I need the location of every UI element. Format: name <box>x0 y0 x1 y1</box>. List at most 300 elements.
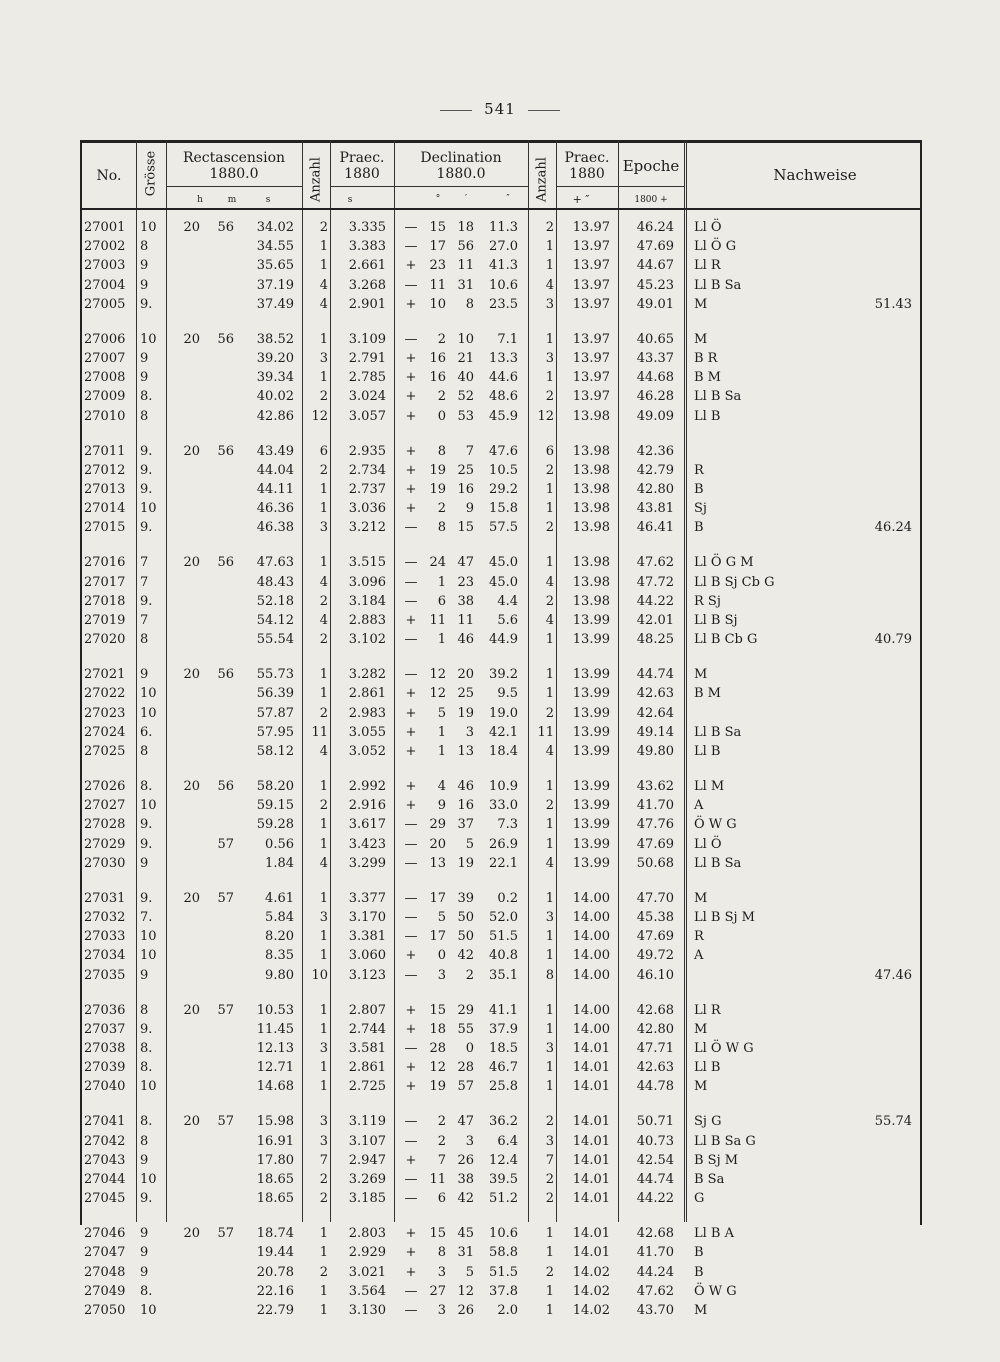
cell-mi: 11 <box>457 613 474 628</box>
cell-pr: 3.515 <box>348 555 386 571</box>
cell-s: 14.68 <box>256 1079 294 1095</box>
cell-gr: 9 <box>140 351 149 366</box>
cell-dg: 13 <box>429 855 446 871</box>
cell-gr: 7 <box>140 613 149 628</box>
cell-an2: 6 <box>545 443 554 459</box>
cell-pd: 13.97 <box>572 220 610 235</box>
cell-an2: 2 <box>545 462 554 478</box>
cell-pr: 2.929 <box>348 1245 386 1261</box>
cell-an: 1 <box>319 555 328 571</box>
cell-s: 35.65 <box>256 258 294 274</box>
cell-se: 25.8 <box>489 1079 518 1095</box>
cell-m: 56 <box>217 779 234 794</box>
cell-s: 18.65 <box>256 1172 294 1187</box>
cell-an2: 1 <box>545 836 554 852</box>
cell-dg: 12 <box>429 667 446 683</box>
cell-sg: — <box>404 929 418 945</box>
cell-ep: 40.65 <box>636 331 674 347</box>
cell-pr: 3.377 <box>348 890 386 906</box>
cell-dg: 5 <box>437 705 446 721</box>
cell-se: 44.9 <box>489 632 518 648</box>
cell-sg: + <box>405 501 417 517</box>
cell-nw: M <box>694 296 708 312</box>
cell-ep: 47.70 <box>636 890 674 906</box>
cell-no: 27003 <box>84 258 126 274</box>
cell-nw: Ll R <box>694 258 721 274</box>
cell-an2: 1 <box>545 890 554 906</box>
cell-sg: + <box>405 1002 417 1018</box>
cell-gr: 8 <box>140 1002 149 1018</box>
cell-pd: 14.01 <box>572 1152 610 1168</box>
cell-nw: Ll B A <box>694 1226 734 1242</box>
cell-pr: 2.807 <box>348 1002 386 1018</box>
cell-no: 27037 <box>84 1021 126 1037</box>
cell-an: 1 <box>319 1021 328 1037</box>
cell-ep: 46.24 <box>636 220 674 235</box>
cell-nw: Ll Ö G M <box>694 555 754 571</box>
cell-ep: 44.24 <box>636 1264 674 1280</box>
cell-pr: 3.021 <box>348 1264 386 1280</box>
cell-sg: + <box>405 258 417 274</box>
cell-no: 27019 <box>84 613 126 628</box>
cell-an: 1 <box>319 1079 328 1095</box>
cell-dg: 19 <box>429 1079 446 1095</box>
cell-an2: 1 <box>545 929 554 945</box>
cell-mi: 26 <box>457 1152 474 1168</box>
cell-dg: 1 <box>437 574 446 590</box>
cell-sg: — <box>404 910 418 925</box>
cell-ep: 46.10 <box>636 967 674 983</box>
cell-an: 3 <box>319 910 328 925</box>
cell-se: 39.5 <box>489 1172 518 1187</box>
cell-an: 1 <box>319 890 328 906</box>
cell-pr: 3.024 <box>348 389 386 405</box>
cell-se: 52.0 <box>489 910 518 925</box>
cell-m: 57 <box>217 1002 234 1018</box>
cell-pr: 2.861 <box>348 686 386 702</box>
header-anzahl: Anzahl <box>308 157 324 202</box>
header-nachweise: Nachweise <box>773 166 857 184</box>
cell-sg: — <box>404 667 418 683</box>
cell-dg: 0 <box>437 948 446 964</box>
header-anzahl2: Anzahl <box>534 157 550 202</box>
cell-pd: 14.00 <box>572 890 610 906</box>
cell-pr: 3.036 <box>348 501 386 517</box>
cell-no: 27024 <box>84 724 126 740</box>
cell-se: 37.9 <box>489 1021 518 1037</box>
cell-gr: 9. <box>140 296 153 312</box>
cell-gr: 8. <box>140 779 153 794</box>
cell-ex: 40.79 <box>874 632 912 648</box>
cell-pd: 14.01 <box>572 1245 610 1261</box>
cell-s: 52.18 <box>256 593 294 609</box>
cell-an: 7 <box>319 1152 328 1168</box>
cell-s: 18.65 <box>256 1191 294 1207</box>
cell-an2: 8 <box>545 967 554 983</box>
cell-sg: + <box>405 613 417 628</box>
cell-pr: 2.935 <box>348 443 386 459</box>
cell-an: 4 <box>319 296 328 312</box>
cell-an: 2 <box>319 389 328 405</box>
cell-an: 2 <box>319 220 328 235</box>
cell-sg: + <box>405 1079 417 1095</box>
cell-gr: 10 <box>140 1172 157 1187</box>
header-ra-epoch: 1880.0 <box>209 166 259 182</box>
cell-mi: 9 <box>465 501 474 517</box>
cell-dg: 12 <box>429 686 446 702</box>
cell-pr: 2.737 <box>348 482 386 497</box>
cell-no: 27002 <box>84 239 126 255</box>
cell-pd: 13.98 <box>572 593 610 609</box>
cell-mi: 39 <box>457 890 474 906</box>
cell-sg: — <box>404 817 418 833</box>
cell-pd: 14.02 <box>572 1303 610 1318</box>
cell-mi: 31 <box>457 1245 474 1261</box>
cell-no: 27027 <box>84 798 126 814</box>
col-rule <box>166 140 167 1222</box>
cell-pd: 13.97 <box>572 351 610 366</box>
cell-an2: 2 <box>545 1264 554 1280</box>
cell-an2: 3 <box>545 351 554 366</box>
cell-pr: 2.901 <box>348 296 386 312</box>
cell-no: 27012 <box>84 462 126 478</box>
cell-pd: 13.98 <box>572 482 610 497</box>
cell-no: 27021 <box>84 667 126 683</box>
cell-dg: 2 <box>437 389 446 405</box>
cell-an2: 12 <box>537 408 554 424</box>
cell-pr: 3.184 <box>348 593 386 609</box>
cell-gr: 9. <box>140 593 153 609</box>
cell-s: 47.63 <box>256 555 294 571</box>
cell-an: 3 <box>319 1041 328 1056</box>
cell-se: 44.6 <box>489 370 518 386</box>
cell-an2: 3 <box>545 1041 554 1056</box>
cell-gr: 9. <box>140 462 153 478</box>
cell-no: 27044 <box>84 1172 126 1187</box>
col-rule <box>528 140 529 1222</box>
cell-mi: 2 <box>465 967 474 983</box>
cell-ep: 47.69 <box>636 929 674 945</box>
cell-ep: 42.01 <box>636 613 674 628</box>
cell-mi: 40 <box>457 370 474 386</box>
cell-an: 1 <box>319 1002 328 1018</box>
cell-mi: 37 <box>457 817 474 833</box>
cell-an: 1 <box>319 1245 328 1261</box>
cell-se: 10.5 <box>489 462 518 478</box>
cell-mi: 42 <box>457 948 474 964</box>
cell-h: 20 <box>183 443 200 459</box>
header-ra-m: m <box>227 195 237 205</box>
cell-no: 27014 <box>84 501 126 517</box>
cell-nw: G <box>694 1191 705 1207</box>
cell-mi: 46 <box>457 779 474 794</box>
cell-pr: 3.170 <box>348 910 386 925</box>
cell-pr: 3.107 <box>348 1133 386 1149</box>
cell-sg: + <box>405 1152 417 1168</box>
cell-pr: 3.282 <box>348 667 386 683</box>
cell-no: 27013 <box>84 482 126 497</box>
cell-dg: 29 <box>429 817 446 833</box>
cell-se: 41.1 <box>489 1002 518 1018</box>
cell-gr: 9. <box>140 443 153 459</box>
cell-an2: 2 <box>545 705 554 721</box>
cell-se: 10.6 <box>489 1226 518 1242</box>
cell-pr: 3.212 <box>348 520 386 536</box>
cell-an: 1 <box>319 239 328 255</box>
cell-pd: 13.98 <box>572 555 610 571</box>
cell-dg: 20 <box>429 836 446 852</box>
cell-sg: + <box>405 798 417 814</box>
cell-se: 45.0 <box>489 574 518 590</box>
cell-s: 42.86 <box>256 408 294 424</box>
cell-se: 40.8 <box>489 948 518 964</box>
cell-s: 58.12 <box>256 744 294 759</box>
cell-ep: 47.71 <box>636 1041 674 1056</box>
cell-an: 1 <box>319 482 328 497</box>
cell-mi: 50 <box>457 910 474 925</box>
cell-pd: 13.97 <box>572 277 610 293</box>
cell-pd: 13.98 <box>572 408 610 424</box>
cell-nw: R Sj <box>694 593 721 609</box>
cell-nw: Ll B <box>694 408 721 424</box>
cell-nw: Ll B Cb G <box>694 632 758 648</box>
cell-pr: 3.123 <box>348 967 386 983</box>
cell-pr: 3.381 <box>348 929 386 945</box>
cell-nw: Ll B <box>694 744 721 759</box>
cell-ex: 55.74 <box>874 1114 912 1130</box>
cell-sg: + <box>405 1264 417 1280</box>
header-epoche: Epoche <box>622 157 680 175</box>
cell-an: 1 <box>319 1283 328 1299</box>
cell-an: 2 <box>319 462 328 478</box>
cell-sg: + <box>405 296 417 312</box>
cell-h: 20 <box>183 1226 200 1242</box>
cell-gr: 8. <box>140 1283 153 1299</box>
cell-mi: 19 <box>457 855 474 871</box>
page-number-text: 541 <box>484 100 516 118</box>
cell-dg: 15 <box>429 1002 446 1018</box>
header-praec-ra: Praec. <box>339 150 385 166</box>
cell-no: 27029 <box>84 836 126 852</box>
header-groesse: Grösse <box>143 150 159 197</box>
cell-nw: M <box>694 667 708 683</box>
cell-sg: — <box>404 555 418 571</box>
cell-an2: 1 <box>545 370 554 386</box>
cell-no: 27036 <box>84 1002 126 1018</box>
cell-pr: 3.423 <box>348 836 386 852</box>
cell-pd: 14.01 <box>572 1060 610 1076</box>
cell-pd: 13.98 <box>572 574 610 590</box>
cell-pd: 14.01 <box>572 1133 610 1149</box>
cell-se: 22.1 <box>489 855 518 871</box>
cell-se: 51.2 <box>489 1191 518 1207</box>
cell-s: 18.74 <box>256 1226 294 1242</box>
cell-pr: 3.057 <box>348 408 386 424</box>
cell-nw: B M <box>694 370 721 386</box>
cell-an2: 3 <box>545 296 554 312</box>
cell-ep: 43.62 <box>636 779 674 794</box>
cell-an2: 4 <box>545 613 554 628</box>
cell-an: 6 <box>319 443 328 459</box>
cell-s: 37.19 <box>256 277 294 293</box>
cell-an2: 1 <box>545 779 554 794</box>
cell-se: 18.4 <box>489 744 518 759</box>
cell-an: 1 <box>319 1060 328 1076</box>
cell-pd: 13.98 <box>572 520 610 536</box>
cell-an: 3 <box>319 351 328 366</box>
cell-s: 39.20 <box>256 351 294 366</box>
cell-nw: B Sj M <box>694 1152 739 1168</box>
cell-ex: 46.24 <box>874 520 912 536</box>
cell-pr: 2.983 <box>348 705 386 721</box>
cell-gr: 9 <box>140 967 149 983</box>
header-no: No. <box>96 168 122 184</box>
cell-sg: — <box>404 1172 418 1187</box>
cell-nw: Ll Ö <box>694 836 722 852</box>
cell-mi: 55 <box>457 1021 474 1037</box>
cell-gr: 10 <box>140 331 157 347</box>
cell-mi: 52 <box>457 389 474 405</box>
cell-gr: 10 <box>140 948 157 964</box>
col-rule <box>394 140 395 1222</box>
cell-mi: 25 <box>457 686 474 702</box>
cell-pr: 3.119 <box>348 1114 386 1130</box>
cell-ep: 42.68 <box>636 1002 674 1018</box>
cell-dg: 16 <box>429 351 446 366</box>
cell-pd: 14.01 <box>572 1079 610 1095</box>
cell-se: 45.9 <box>489 408 518 424</box>
cell-pd: 13.98 <box>572 501 610 517</box>
cell-no: 27032 <box>84 910 126 925</box>
cell-gr: 9. <box>140 817 153 833</box>
cell-h: 20 <box>183 779 200 794</box>
cell-mi: 8 <box>465 296 474 312</box>
cell-gr: 10 <box>140 798 157 814</box>
cell-se: 13.3 <box>489 351 518 366</box>
cell-pr: 2.734 <box>348 462 386 478</box>
cell-mi: 42 <box>457 1191 474 1207</box>
cell-no: 27018 <box>84 593 126 609</box>
header-ra-h: h <box>197 195 203 205</box>
cell-ep: 45.23 <box>636 277 674 293</box>
header-dec-title: Declination <box>420 150 502 166</box>
cell-sg: + <box>405 744 417 759</box>
cell-dg: 4 <box>437 779 446 794</box>
cell-ep: 40.73 <box>636 1133 674 1149</box>
cell-ep: 42.63 <box>636 686 674 702</box>
cell-an2: 1 <box>545 1060 554 1076</box>
cell-nw: Ll Ö W G <box>694 1041 754 1056</box>
cell-pd: 14.00 <box>572 910 610 925</box>
header-praec-ra-unit: s <box>347 195 353 205</box>
cell-s: 44.04 <box>256 462 294 478</box>
page-number <box>0 100 1000 118</box>
cell-gr: 8. <box>140 1041 153 1056</box>
cell-se: 39.2 <box>489 667 518 683</box>
cell-mi: 16 <box>457 482 474 497</box>
cell-nw: Ll Ö <box>694 220 722 235</box>
cell-s: 56.39 <box>256 686 294 702</box>
cell-an2: 4 <box>545 744 554 759</box>
cell-gr: 10 <box>140 686 157 702</box>
cell-pd: 13.97 <box>572 296 610 312</box>
cell-pr: 2.803 <box>348 1226 386 1242</box>
cell-s: 43.49 <box>256 443 294 459</box>
cell-ep: 50.68 <box>636 855 674 871</box>
cell-ep: 47.69 <box>636 836 674 852</box>
cell-nw: Ll B Sj M <box>694 910 755 925</box>
cell-se: 45.0 <box>489 555 518 571</box>
cell-nw: R <box>694 462 704 478</box>
cell-gr: 8. <box>140 1114 153 1130</box>
cell-pd: 13.97 <box>572 258 610 274</box>
cell-no: 27028 <box>84 817 126 833</box>
cell-m: 57 <box>217 1226 234 1242</box>
cell-ep: 43.37 <box>636 351 674 366</box>
cell-an2: 4 <box>545 574 554 590</box>
cell-pr: 3.335 <box>348 220 386 235</box>
cell-ep: 49.72 <box>636 948 674 964</box>
cell-pd: 14.01 <box>572 1226 610 1242</box>
cell-pd: 13.98 <box>572 443 610 459</box>
cell-dg: 7 <box>437 1152 446 1168</box>
cell-sg: — <box>404 1133 418 1149</box>
cell-m: 56 <box>217 667 234 683</box>
cell-pd: 13.99 <box>572 686 610 702</box>
cell-dg: 16 <box>429 370 446 386</box>
cell-pd: 13.99 <box>572 744 610 759</box>
cell-mi: 38 <box>457 1172 474 1187</box>
header-subrule-epoche <box>618 186 684 187</box>
cell-s: 57.95 <box>256 724 294 740</box>
cell-an2: 1 <box>545 1226 554 1242</box>
cell-an: 2 <box>319 1172 328 1187</box>
cell-dg: 17 <box>429 890 446 906</box>
cell-an2: 4 <box>545 277 554 293</box>
cell-s: 59.28 <box>256 817 294 833</box>
cell-ep: 49.01 <box>636 296 674 312</box>
cell-an: 3 <box>319 520 328 536</box>
cell-se: 10.9 <box>489 779 518 794</box>
cell-mi: 50 <box>457 929 474 945</box>
cell-dg: 1 <box>437 724 446 740</box>
cell-an: 1 <box>319 779 328 794</box>
cell-no: 27020 <box>84 632 126 648</box>
cell-pd: 13.99 <box>572 613 610 628</box>
cell-pr: 2.785 <box>348 370 386 386</box>
cell-no: 27026 <box>84 779 126 794</box>
cell-sg: + <box>405 1060 417 1076</box>
cell-nw: M <box>694 890 708 906</box>
cell-se: 51.5 <box>489 1264 518 1280</box>
cell-an: 12 <box>311 408 328 424</box>
cell-sg: — <box>404 520 418 536</box>
cell-an: 10 <box>311 967 328 983</box>
header-ra-title: Rectascension <box>182 150 286 166</box>
cell-pr: 3.109 <box>348 331 386 347</box>
cell-an: 2 <box>319 1191 328 1207</box>
cell-se: 7.3 <box>497 817 518 833</box>
cell-mi: 12 <box>457 1283 474 1299</box>
cell-pd: 13.99 <box>572 855 610 871</box>
cell-an: 4 <box>319 613 328 628</box>
cell-gr: 8. <box>140 389 153 405</box>
cell-an2: 1 <box>545 482 554 497</box>
cell-gr: 10 <box>140 220 157 235</box>
cell-no: 27016 <box>84 555 126 571</box>
cell-h: 20 <box>183 555 200 571</box>
cell-an2: 1 <box>545 501 554 517</box>
